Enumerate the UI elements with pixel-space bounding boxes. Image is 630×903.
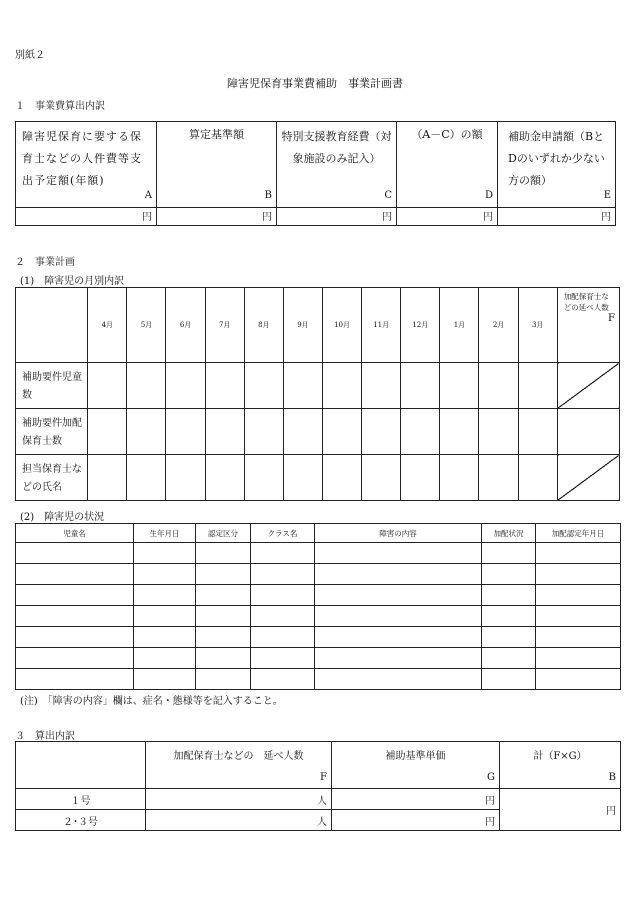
cell[interactable] <box>251 564 315 585</box>
page-title: 障害児保育事業費補助 事業計画書 <box>227 77 403 90</box>
cost-col-a: 障害児保育に要する保育士などの人件費等支出予定額(年額) A <box>16 122 157 208</box>
cell[interactable] <box>134 648 196 669</box>
calc-input-f[interactable]: 人 <box>146 789 332 810</box>
cell[interactable] <box>315 627 482 648</box>
cell[interactable] <box>251 543 315 564</box>
cell[interactable] <box>166 409 205 455</box>
cell[interactable] <box>479 363 518 409</box>
status-header: 生年月日 <box>134 524 196 543</box>
section1-heading: １ 事業費算出内訳 <box>15 101 105 112</box>
cell[interactable] <box>134 543 196 564</box>
calc-total-input[interactable]: 円 <box>500 789 621 831</box>
cell[interactable] <box>196 648 251 669</box>
cell[interactable] <box>244 455 283 501</box>
cell[interactable] <box>244 363 283 409</box>
calc-col-g: 補助基準単価 G <box>332 742 500 789</box>
cell[interactable] <box>315 606 482 627</box>
cell[interactable] <box>16 585 134 606</box>
cell[interactable] <box>536 627 621 648</box>
status-header: 児童名 <box>16 524 134 543</box>
cost-input-e[interactable]: 円 <box>498 208 616 226</box>
cell[interactable] <box>205 363 244 409</box>
table-row <box>16 606 621 627</box>
month-header: 11月 <box>362 288 401 363</box>
cell[interactable] <box>283 455 322 501</box>
calc-table <box>15 741 621 831</box>
status-header: クラス名 <box>251 524 315 543</box>
cell[interactable] <box>196 669 251 690</box>
cell[interactable] <box>205 409 244 455</box>
cell[interactable] <box>362 363 401 409</box>
cell[interactable] <box>127 363 166 409</box>
month-header: 7月 <box>205 288 244 363</box>
cell[interactable] <box>127 455 166 501</box>
cost-col-d: （A－C）の額 D <box>397 122 498 208</box>
cell[interactable] <box>401 409 440 455</box>
cost-col-b: 算定基準額 B <box>157 122 277 208</box>
monthly-table <box>15 287 620 501</box>
cell[interactable] <box>166 455 205 501</box>
calc-row-label: ２･３号 <box>16 810 146 831</box>
month-header: 9月 <box>283 288 322 363</box>
status-header: 加配認定年月日 <box>536 524 621 543</box>
cell[interactable] <box>196 585 251 606</box>
cell[interactable] <box>16 606 134 627</box>
cell[interactable] <box>16 669 134 690</box>
cell[interactable] <box>440 455 479 501</box>
row-label-names: 担当保育士などの氏名 <box>16 455 88 501</box>
cost-input-c[interactable]: 円 <box>277 208 397 226</box>
month-header: 5月 <box>127 288 166 363</box>
cell[interactable] <box>536 648 621 669</box>
cell[interactable] <box>134 669 196 690</box>
cell[interactable] <box>134 564 196 585</box>
cost-col-e: 補助金申請額（BとDのいずれか少ない方の額） E <box>498 122 616 208</box>
cell[interactable] <box>401 363 440 409</box>
section2-sub1: (1) 障害児の月別内訳 <box>20 276 125 287</box>
cell[interactable] <box>205 455 244 501</box>
status-header: 障害の内容 <box>315 524 482 543</box>
cell[interactable] <box>518 409 557 455</box>
total-cell-input[interactable] <box>557 409 619 455</box>
section2-sub2: (2) 障害児の状況 <box>20 512 105 523</box>
calc-row-label: １号 <box>16 789 146 810</box>
total-cell-blank <box>557 363 619 409</box>
cell[interactable] <box>88 455 127 501</box>
cell[interactable] <box>16 627 134 648</box>
cell[interactable] <box>283 363 322 409</box>
month-header: 12月 <box>401 288 440 363</box>
cell[interactable] <box>315 564 482 585</box>
cell[interactable] <box>16 543 134 564</box>
table-row <box>16 648 621 669</box>
cell[interactable] <box>482 606 536 627</box>
cell[interactable] <box>16 564 134 585</box>
total-header: 加配保育士などの延べ人数 F <box>557 288 619 363</box>
cell[interactable] <box>518 455 557 501</box>
cell[interactable] <box>536 543 621 564</box>
cell[interactable] <box>518 363 557 409</box>
calc-input-f[interactable]: 人 <box>146 810 332 831</box>
cell[interactable] <box>322 455 361 501</box>
cell[interactable] <box>482 669 536 690</box>
cell[interactable] <box>440 363 479 409</box>
month-header: 8月 <box>244 288 283 363</box>
table-row <box>16 564 621 585</box>
status-table <box>15 523 621 690</box>
cost-input-b[interactable]: 円 <box>157 208 277 226</box>
cell[interactable] <box>315 585 482 606</box>
status-header: 認定区分 <box>196 524 251 543</box>
cell[interactable] <box>315 669 482 690</box>
cell[interactable] <box>536 585 621 606</box>
row-label-staff: 補助要件加配保育士数 <box>16 409 88 455</box>
note: (注) 「障害の内容」欄は、症名・態様等を記入すること。 <box>20 696 283 707</box>
row-label-children: 補助要件児童数 <box>16 363 88 409</box>
month-header: 1月 <box>440 288 479 363</box>
table-row <box>16 627 621 648</box>
cell[interactable] <box>88 363 127 409</box>
cell[interactable] <box>166 363 205 409</box>
month-header: 3月 <box>518 288 557 363</box>
section2-heading: ２ 事業計画 <box>15 257 75 268</box>
month-header: 10月 <box>322 288 361 363</box>
status-header: 加配状況 <box>482 524 536 543</box>
cell[interactable] <box>134 606 196 627</box>
cell[interactable] <box>322 409 361 455</box>
cell[interactable] <box>88 409 127 455</box>
calc-input-g[interactable]: 円 <box>332 810 500 831</box>
calc-corner <box>16 742 146 789</box>
cost-table <box>15 121 616 226</box>
cell[interactable] <box>315 543 482 564</box>
total-cell-blank <box>557 455 619 501</box>
month-header: 2月 <box>479 288 518 363</box>
cell[interactable] <box>196 606 251 627</box>
cell[interactable] <box>196 564 251 585</box>
cell[interactable] <box>16 648 134 669</box>
cell[interactable] <box>536 564 621 585</box>
attachment-label: 別紙２ <box>15 50 45 61</box>
cell[interactable] <box>482 564 536 585</box>
cell[interactable] <box>362 455 401 501</box>
cell[interactable] <box>536 669 621 690</box>
cell[interactable] <box>134 585 196 606</box>
cost-input-a[interactable]: 円 <box>16 208 157 226</box>
cell[interactable] <box>251 627 315 648</box>
cell[interactable] <box>482 585 536 606</box>
cell[interactable] <box>251 585 315 606</box>
table-row <box>16 669 621 690</box>
cell[interactable] <box>283 409 322 455</box>
table-row <box>16 543 621 564</box>
section3-heading: ３ 算出内訳 <box>15 731 75 742</box>
cell[interactable] <box>244 409 283 455</box>
calc-col-total: 計（F×G） B <box>500 742 621 789</box>
cell[interactable] <box>315 648 482 669</box>
cost-col-c: 特別支援教育経費（対象施設のみ記入） C <box>277 122 397 208</box>
cell[interactable] <box>127 409 166 455</box>
cell[interactable] <box>322 363 361 409</box>
calc-col-f: 加配保育士などの 延べ人数 F <box>146 742 332 789</box>
cell[interactable] <box>251 669 315 690</box>
cell[interactable] <box>482 543 536 564</box>
cell[interactable] <box>196 543 251 564</box>
cell[interactable] <box>482 648 536 669</box>
cell[interactable] <box>401 455 440 501</box>
month-header: 4月 <box>88 288 127 363</box>
cost-input-d[interactable]: 円 <box>397 208 498 226</box>
cell[interactable] <box>362 409 401 455</box>
cell[interactable] <box>440 409 479 455</box>
monthly-corner <box>16 288 88 363</box>
month-header: 6月 <box>166 288 205 363</box>
calc-input-g[interactable]: 円 <box>332 789 500 810</box>
cell[interactable] <box>251 648 315 669</box>
table-row <box>16 585 621 606</box>
cell[interactable] <box>251 606 315 627</box>
cell[interactable] <box>482 627 536 648</box>
cell[interactable] <box>134 627 196 648</box>
cell[interactable] <box>536 606 621 627</box>
cell[interactable] <box>479 455 518 501</box>
cell[interactable] <box>479 409 518 455</box>
cell[interactable] <box>196 627 251 648</box>
